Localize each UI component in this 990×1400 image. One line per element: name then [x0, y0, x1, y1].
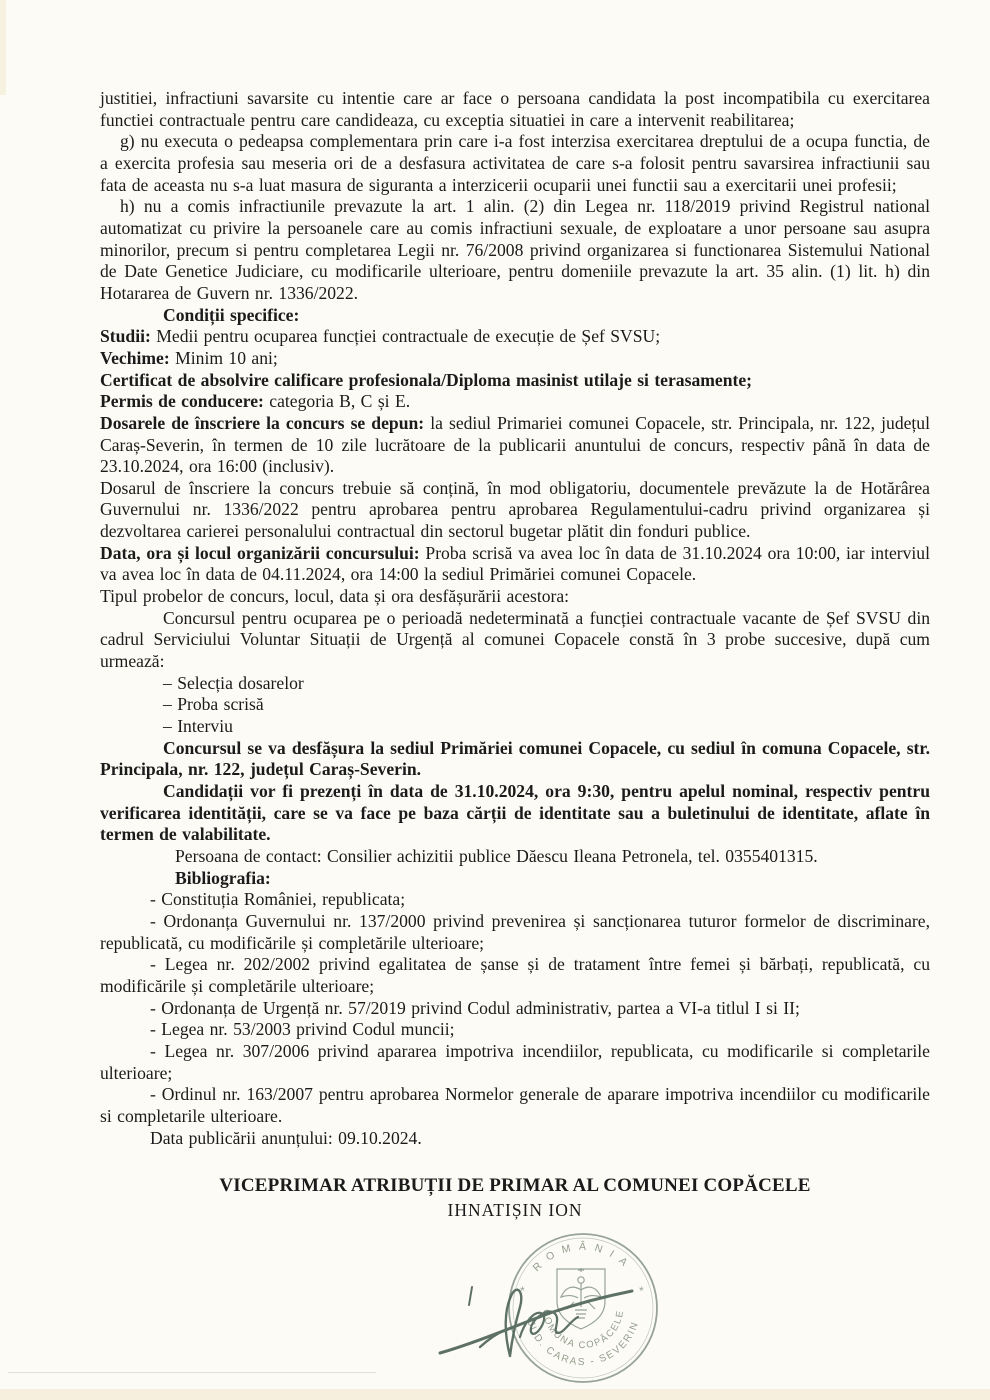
text-segment: Candidații vor fi prezenți în data de 31.10.2024, ora 9:30, pentru apelul nominal, respectiv pentru verificarea identității, care se va face pe baza cărții de identitate sau a buletinului de identitate, aflate în termen de valabilitate. — [100, 781, 930, 845]
text-segment: - Constituția României, republicata; — [150, 889, 406, 910]
text-segment: - Ordinul nr. 163/2007 pentru aprobarea Normelor generale de aparare impotriva incendiilor cu modificarile si completarile ulterioare. — [100, 1084, 930, 1126]
text-segment: Studii: — [100, 326, 151, 347]
text-segment: Concursul pentru ocuparea pe o perioadă nedeterminată a funcției contractuale vacante de Șef SVSU din cadrul Serviciului Voluntar Situații de Urgență al comunei Copacele constă în 3 probe succesive, după cum urmează: — [100, 607, 930, 672]
para-concurs-descriere — [100, 608, 930, 673]
text-segment: g) nu executa o pedeapsa complementara prin care i-a fost interzisa exercitarea dreptului de a ocupa functia, de a exercita profesia sau meseria ori de a desfasura activitatea de care s-a folosit pentru savarsirea infractiunii sau fata de aceasta nu s-a luat masura de siguranta a interzicerii ocuparii unei functii sau a exercitarii unei profesii; — [100, 131, 930, 195]
text-segment: – Selecția dosarelor — [163, 672, 304, 693]
text-segment: Bibliografia: — [175, 867, 271, 888]
line-persoana-contact — [100, 846, 930, 868]
text-segment: Condiții specifice: — [163, 304, 300, 325]
para-candidati-prezenta — [100, 781, 930, 846]
text-segment: justitiei, infractiuni savarsite cu intentie care ar face o persoana candidata la post incompatibila cu exercitarea functiei contractuale pentru care candideaza, cu exceptia situatiei in care a intervenit reabilitarea; — [100, 88, 930, 130]
line-permis — [100, 391, 930, 413]
line-certificat — [100, 370, 930, 392]
list-selectia-dosarelor — [100, 673, 930, 695]
line-tipul-probelor — [100, 586, 930, 608]
text-segment: Medii pentru ocuparea funcției contractuale de execuție de Șef SVSU; — [150, 326, 661, 347]
document-text-column — [100, 88, 930, 1222]
biblio-item-6 — [100, 1041, 930, 1084]
signatory-title: VICEPRIMAR ATRIBUȚII DE PRIMAR AL COMUNEI COPĂCELE — [219, 1175, 811, 1197]
para-letter-g — [100, 131, 930, 196]
para-letter-h — [100, 196, 930, 304]
round-stamp-seal — [509, 1234, 657, 1382]
para-concurs-sediu — [100, 738, 930, 781]
scan-artifact-faint-line — [8, 1372, 376, 1373]
signature-block — [100, 1173, 930, 1222]
text-segment: – Proba scrisă — [163, 694, 264, 715]
stamp-star-right: * — [639, 1284, 644, 1298]
text-segment: - Ordonanța Guvernului nr. 137/2000 privind prevenirea și sancționarea tuturor formelor de discriminare, republicată, cu modificările și completările ulterioare; — [100, 910, 930, 953]
text-segment: - Legea nr. 202/2002 privind egalitatea de șanse și de tratament între femei și bărbați, republicată, cu modificările și completările ulterioare; — [100, 954, 930, 996]
heading-conditii-specifice — [100, 305, 930, 327]
line-vechime — [100, 348, 930, 370]
text-segment: – Interviu — [163, 716, 233, 737]
text-segment: Dosarul de înscriere la concurs trebuie să conțină, în mod obligatoriu, documentele prevăzute la de Hotărârea Guvernului nr. 1336/2022 pentru aprobarea pentru aprobarea Regulamentului-cadru privind organizarea și dezvoltarea carierei personalului contractual din sectorul bugetar plătit din fonduri publice. — [100, 477, 930, 542]
text-segment: la sediul Primariei comunei Copacele, str. Principala, nr. 122, județul Caraș-Severin, în termen de 10 zile lucrătoare de la publicarii anuntului de concurs, respectiv până în data de 23.10.2024, ora 16:00 (inclusiv). — [100, 412, 930, 477]
text-segment: - Legea nr. 307/2006 privind apararea impotriva incendiilor, republicata, cu modificarile si completarile ulterioare; — [100, 1040, 930, 1083]
biblio-item-3 — [100, 954, 930, 997]
text-segment: - Legea nr. 53/2003 privind Codul muncii; — [150, 1019, 455, 1040]
text-segment: Dosarele de înscriere la concurs se depun: — [100, 412, 425, 433]
biblio-item-1 — [100, 889, 930, 911]
para-dosar-continut — [100, 478, 930, 543]
handwritten-signature — [440, 1287, 632, 1356]
heading-bibliografia — [100, 868, 930, 890]
text-segment: Proba scrisă va avea loc în data de 31.10.2024 ora 10:00, iar interviul va avea loc în data de 04.11.2024, ora 14:00 la sediul Primăriei comunei Copacele. — [100, 542, 930, 585]
text-segment: Persoana de contact: Consilier achizitii publice Dăescu Ileana Petronela, tel. 0355401315. — [175, 845, 818, 866]
line-studii — [100, 326, 930, 348]
line-data-publicarii — [100, 1128, 930, 1150]
biblio-item-2 — [100, 911, 930, 954]
coat-of-arms-icon — [557, 1268, 605, 1329]
text-segment: Data, ora și locul organizării concursului: — [100, 542, 420, 563]
official-stamp-and-signature — [420, 1225, 780, 1400]
text-segment: h) nu a comis infractiunile prevazute la art. 1 alin. (2) din Legea nr. 118/2019 privind Registrul national automatizat cu privire la persoanele care au comis infractiuni sexuale, de exploatare a unor persoane sau asupra minorilor, precum si pentru completarea Legii nr. 76/2008 privind organizarea si functionarea Sistemului National de Date Genetice Judiciare, cu modificarile ulterioare, pentru domeniile prevazute la art. 35 alin. (1) lit. h) din Hotararea de Guvern nr. 1336/2022. — [100, 196, 930, 303]
stamp-star-left: * — [520, 1284, 525, 1298]
list-proba-scrisa — [100, 694, 930, 716]
signatory-name: IHNATIȘIN ION — [447, 1200, 583, 1221]
para-continuation-justitiei — [100, 88, 930, 131]
text-segment: categoria B, C și E. — [263, 391, 411, 412]
biblio-item-5 — [100, 1019, 930, 1041]
scan-artifact-left-strip — [0, 0, 6, 95]
para-dosare-inscriere — [100, 413, 930, 478]
biblio-item-4 — [100, 998, 930, 1020]
text-segment: Concursul se va desfășura la sediul Primăriei comunei Copacele, cu sediul în comuna Copacele, str. Principala, nr. 122, județul Caraș-Severin. — [100, 737, 930, 780]
text-segment: Data publicării anunțului: 09.10.2024. — [150, 1127, 422, 1148]
stamp-country-text: ROMÂNIA — [530, 1240, 636, 1275]
text-segment: Permis de conducere: — [100, 391, 264, 412]
para-data-ora-loc — [100, 543, 930, 586]
biblio-item-7 — [100, 1084, 930, 1127]
text-segment: Tipul probelor de concurs, locul, data și ora desfășurării acestora: — [100, 586, 570, 607]
stamp-county-text: JUD. CARAS - SEVERIN — [524, 1319, 642, 1369]
text-segment: Minim 10 ani; — [169, 347, 278, 368]
text-segment: Vechime: — [100, 347, 170, 368]
scan-artifact-bottom-strip — [0, 1389, 990, 1400]
list-interviu — [100, 716, 930, 738]
text-segment: Certificat de absolvire calificare profesionala/Diploma masinist utilaje si terasamente; — [100, 369, 753, 390]
document-body — [100, 88, 930, 1149]
stamp-commune-text: COMUNA COPĂCELE — [539, 1308, 627, 1352]
text-segment: - Ordonanța de Urgență nr. 57/2019 privind Codul administrativ, partea a VI-a titlul I si II; — [150, 997, 800, 1018]
